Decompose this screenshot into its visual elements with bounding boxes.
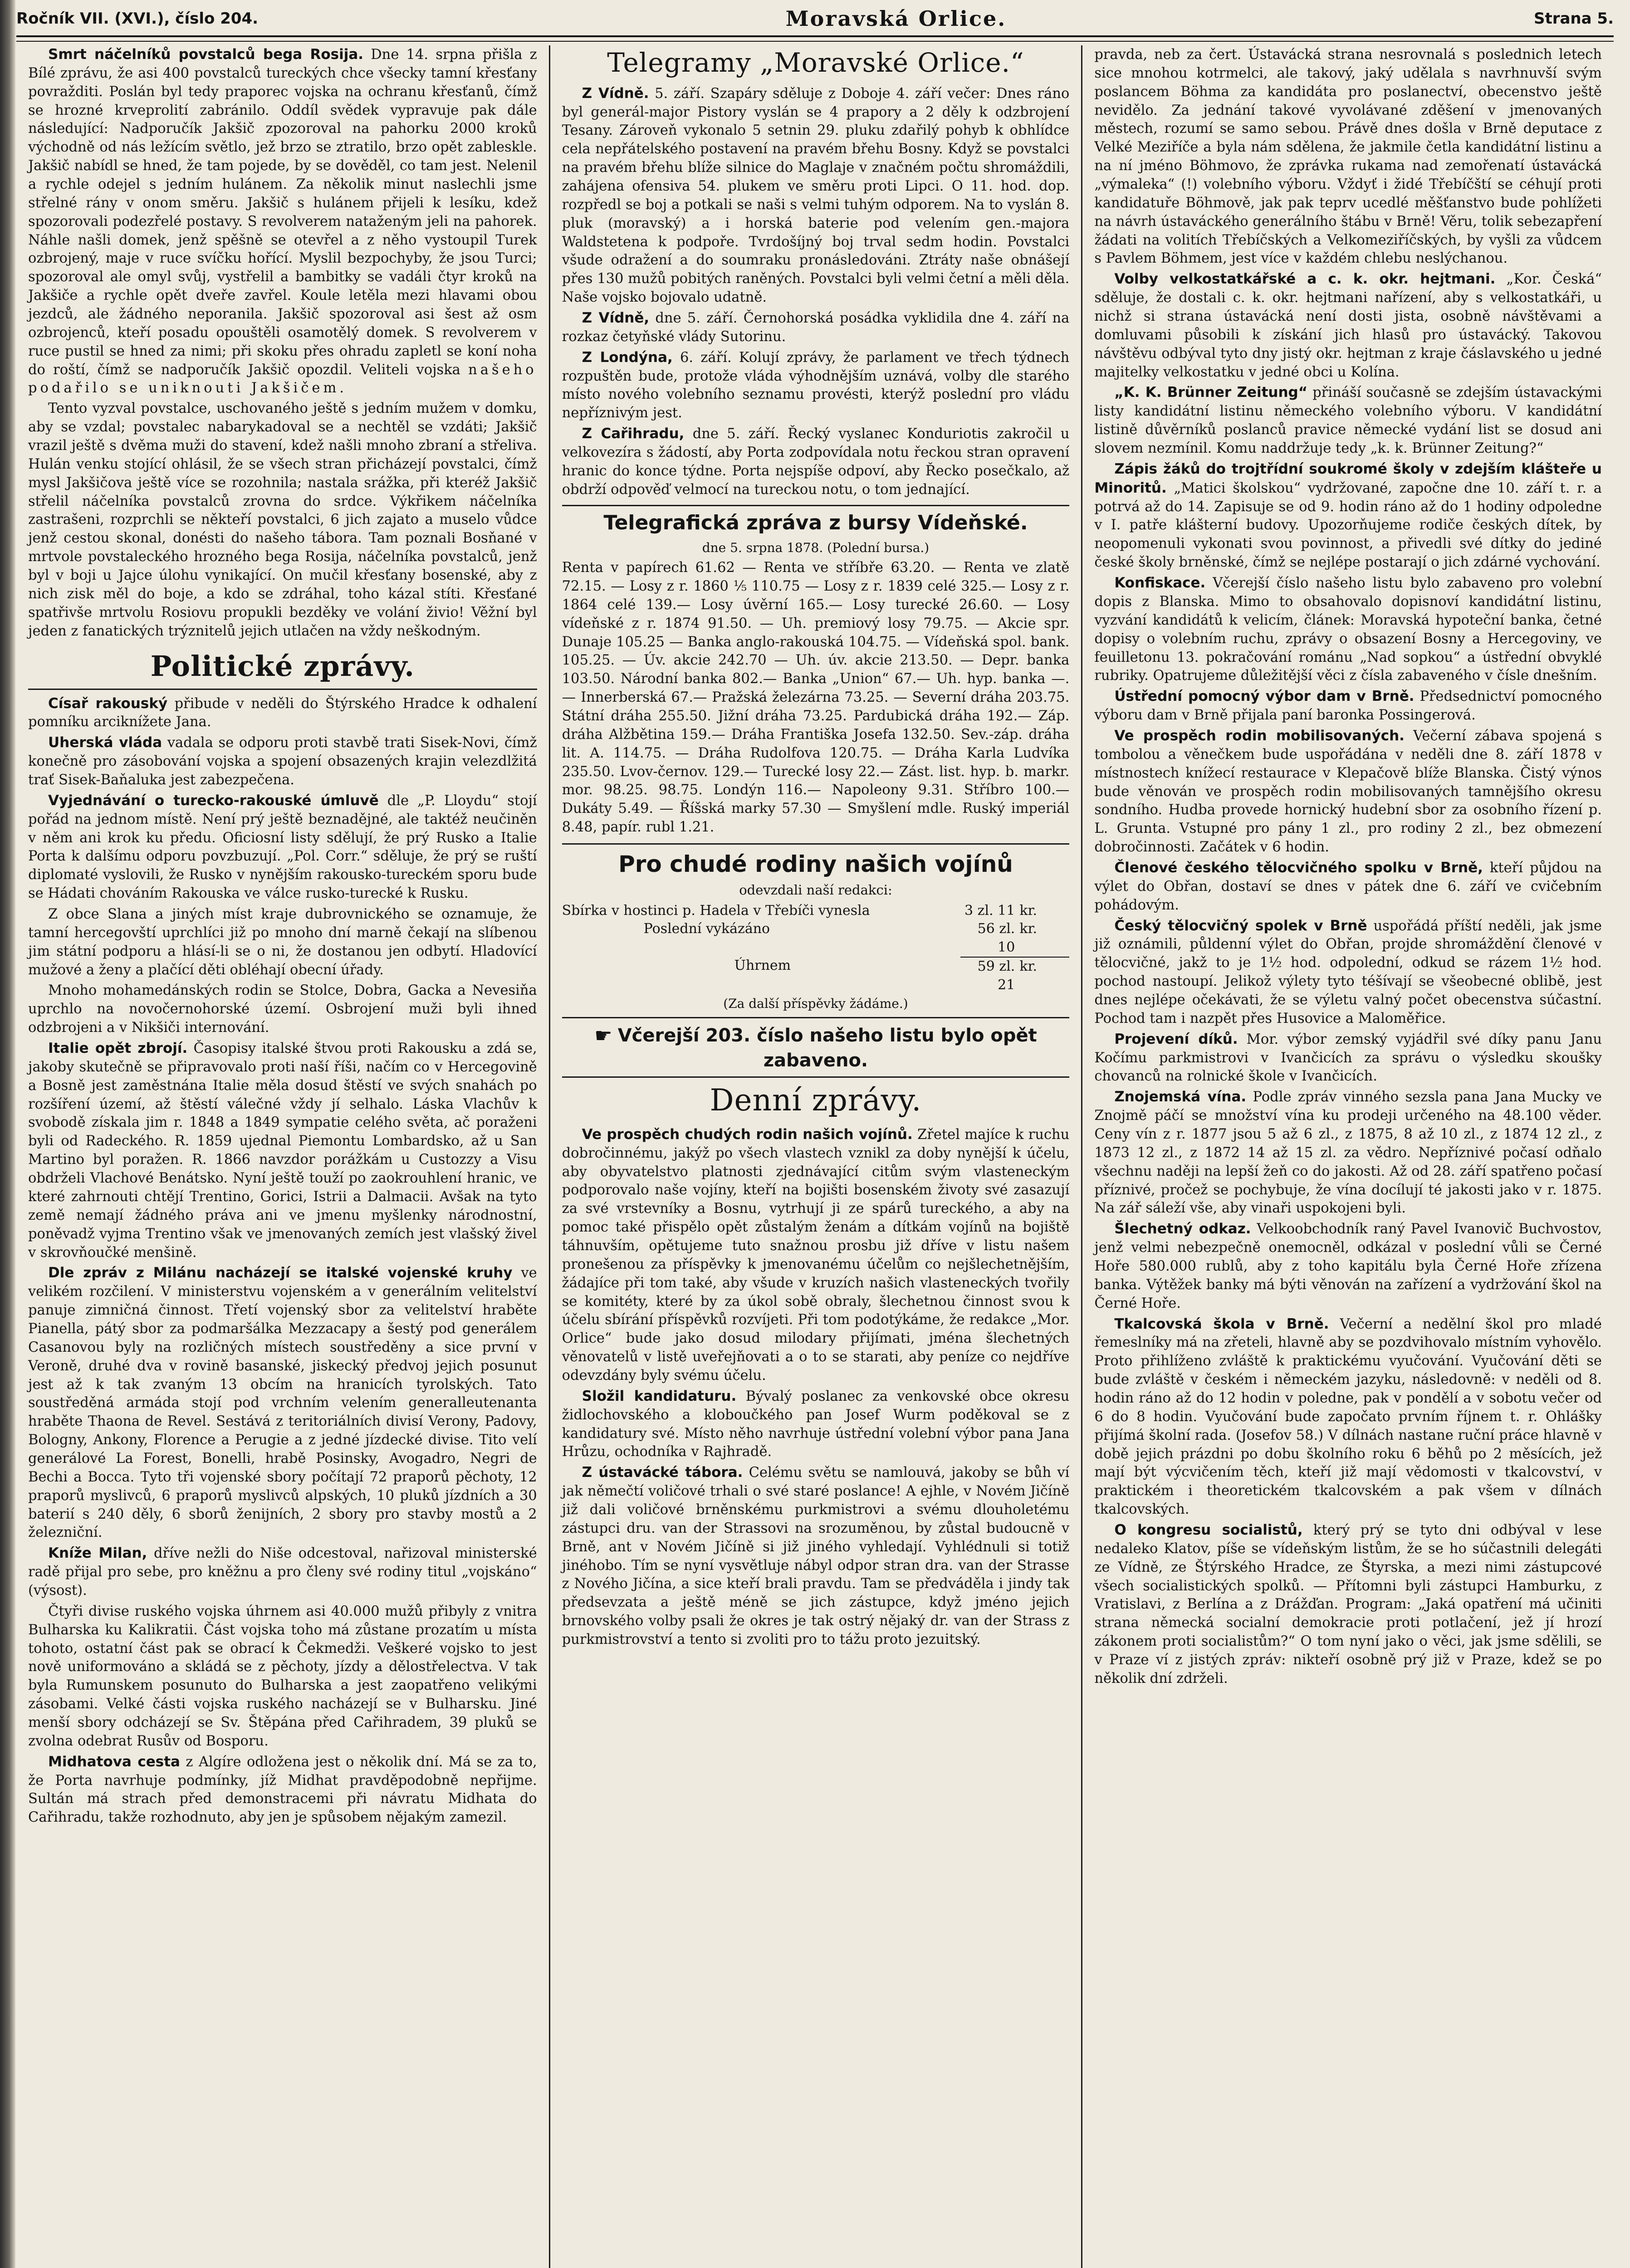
article-text: 6. září. Kolují zprávy, že parlament ve třech týdnech rozpuštěn bude, protože vláda výhodnějším uznává, volby dle starého místo nového volebního seznamu provésti, kterýž poslední pro vládu nepříznivým jest. xyxy=(562,349,1070,421)
article-text: z Algíre odložena jest o několik dní. Má se za to, že Porta navrhuje podmínky, jíž Midhat pravděpodobně nepřijme. Sultán má strach před demonstracemi při návratu Midhata do Cařihradu, takže rozhodnuto, aby jen je spůsobem nějakým zamezil. xyxy=(28,1754,537,1826)
article xyxy=(1094,460,1602,572)
donation-label: Poslední vykázáno xyxy=(643,921,770,937)
article-text: pravda, neb za čert. Ústavácká strana nesrovnalá s poslednich letech sice mnohou kotrmelci, ale takový, jaký udělala s navrhnuvší svým poslancem Böhma za kandidáta pro poslanectví, obecenstvo ještě nevidělo. Za jednání takové vyvolávané zděšení v jmenovaných městech, rozumí se samo sebou. Právě dnes došla v Brně deputace z Velké Meziříče a byla nám sdělena, že jakmile četla kandidátní listinu a na ní jméno Böhmovo, že zprávka rukama nad zemořenatí ústavácká „výmaleka“ (!) volebního výboru. Vždyť i židé Třebíčští se céhují proti kandidatuře Böhmově, jak pak teprv ucedlé měšťanstvo bude pohlížeti na návrh ústaváckého generálního štábu v Brně! Věru, tolik sebezapření žádati na volitích Třebíčských a Velkomeziříčských, by vyšli za vůdcem s Pavlem Böhmem, jest více v každém chlebu neslýchanou. xyxy=(1094,47,1602,267)
article xyxy=(28,1602,537,1751)
article-text: „Matici školskou“ vydržované, započne dne 10. září t. r. a potrvá až do 14. Zapisuje se od 9. hodin ráno až do 1 hodiny odpoledne v I. patře klášterní budovy. Upozorňujeme rodiče českých dítek, by neopomenuli vykonati svou povinnost, a přivedli své dítky do jediné české školy brněnské, čímž se nejlépe postarají o jich zdárné vychování. xyxy=(1094,480,1602,571)
article-text: ve velikém rozčilení. V ministerstvu vojenském a v generálním velitelství panuje zimničná činnost. Třetí vojenský sbor za velitelství hraběte Pianella, pátý sbor za podmaršálka Mezzacapy a šestý pod generálem Casanovou byly na rozličných místech soustředěny a sice první v Veroně, druhé dva v rovině basanské, jiskecký předvoj jejich posunut jest až k tak zvaným 13 obcím na hranicích tyrolských. Tato soustředěná armáda stojí pod vrchním velením generalleutenanta hraběte Thaona de Revel. Sestává z teritoriálních divisí Verony, Padovy, Bologny, Ankony, Florence a Perugie a z jedné jízdecké divise. Tito velí generálové La Forest, Bonelli, hrabě Posinsky, Avogadro, Negri de Bechi a Bocca. Tyto tři vojenské sbory počítají 72 praporů pěchoty, 12 praporů myslivců, 6 praporů myslivců alpských, 10 pluků jízdních a 30 baterií s 240 děly, 6 sborů ženijních, 2 sbory pro stavby mostů a 2 železniční. xyxy=(28,1265,537,1541)
article-text: Z obce Slana a jiných míst kraje dubrovnického se oznamuje, že tamní hercegovští uprchlíci již po mnoho dní marně čekají na slíbenou jim státní podporu a hlásí-li se o ni, že dostanou jen odbytí. Hladovící mužové a ženy a plačící děti obléhají obecní úřady. xyxy=(28,906,537,978)
article-columns xyxy=(16,45,1614,2268)
article-text: Podle zpráv vinného sezsla pana Jana Mucky ve Znojmě páčí se množství vína ku prodeji určeného na 48.100 věder. Ceny vín z r. 1877 jsou 5 až 6 zl., z 1875, 8 až 10 zl., z 1874 12 zl., z 1873 12 zl., z 1872 14 až 15 zl. za vědro. Nepříznivé počasí odňalo všechnu naději na lepší žeň co do jakosti. Až od 28. září spatřeno počasí příznivé, pročež se pochybuje, že vína docílují té jakosti jako v r. 1875. Na zář sáleží vše, aby vinaři uspokojeni byli. xyxy=(1094,1089,1602,1217)
article-headline: Znojemská vína. xyxy=(1114,1089,1247,1105)
article xyxy=(1094,859,1602,915)
article-headline: Šlechetný odkaz. xyxy=(1114,1221,1251,1237)
article-headline: Císař rakouský xyxy=(48,695,168,712)
article-text: přináší současně se zdejším ústavackými listy kandidátní listinu německého volebního výboru. V kandidátní listině důvěrníků poslanců pravice německé vydání list se dosud ani slovem nezmínil. Komu naddržuje tedy „k. k. Brünner Zeitung?“ xyxy=(1094,385,1602,457)
scan-edge-strip xyxy=(0,0,15,2268)
column-2 xyxy=(549,45,1082,2268)
column-3 xyxy=(1081,45,1614,2268)
article xyxy=(1094,727,1602,857)
header-rule xyxy=(16,35,1614,42)
pointing-hand-icon: ☛ xyxy=(594,1024,612,1047)
telegramy-list xyxy=(562,84,1070,499)
article-rosij-cont: Tento vyzval povstalce, uschovaného ještě s jedním mužem v domku, aby se vzdal; povstalec nabarykadoval se a nechtěl se vzdáti; Jakšič vrazil ještě s dvěma muži do stavení, kdež našli mnoho zbraní a střeliva. Hulán venku stojící ohlásil, že se všech stran přicházejí povstalci, čímž mysl Jakšičova ještě více se rozohnila; nastala srážka, při kteréž Jakšič střelil náčelníka povstalců zrovna do srdce. Výkřikem náčelníka zastrašeni, rozprchli se někteří povstalci, 6 jich zajato a muselo vůdce jenž cestou skonal, donésti do našeho tábora. Tam poznali Bosňané v mrtvole povstaleckého hrozného bega Rosija, náčelníka povstalců, jenž byl v boji u Jajce úlohu vynikající. On mučil křesťany bosenské, aby z nich zisk měl do boje, a kdo se zdráhal, toho kázal stíti. Křesťané spatřivše mrtvolu Rosiovu propukli bezděky ve volání živio! Věžní byl jeden z fanatických trýznitelů jejich utlačen na vždy neškodným. xyxy=(28,401,537,639)
article xyxy=(28,694,537,732)
article-headline: Smrt náčelníků povstalců bega Rosija. xyxy=(48,46,364,63)
article-text: Časopisy italské štvou proti Rakousku a zdá se, jakoby skutečně se připravovalo proti naší říši, načím co v Hercegovině a Bosně jest zaměstnána Italie měla dosud štěstí ve svých snahách po rozšíření území, až štěstí válečné vždy jí selhalo. Láska Vlachův k svobodě získala jim r. 1848 a 1849 sympatie celého světa, ač poraženi byli od Radeckého. R. 1859 ujednal Piemontu Lombardsko, až u San Martino byl poražen. R. 1866 navzdor porážkám u Custozzy a Visu obdrželi Vlachové Benátsko. Nyní ještě touží po zaokrouhlení hranic, ve které zahrnouti chtějí Trentino, Gorici, Istrii a Dalmacii. Avšak na tyto země nemají žádného práva ani ve jmenu myšlenky národnostní, poněvadž vyjma Trentino však ve jmenovaných zemích jest vlašský živel v skrovňoučké menšině. xyxy=(28,1041,537,1261)
article xyxy=(28,1039,537,1262)
article-text: Mnoho mohamedánských rodin se Stolce, Dobra, Gacka a Nevesiňa uprchlo na novočernohorské území. Osbrojení muži byli ihned odzbrojeni a v Nikšiči internování. xyxy=(28,982,537,1036)
confiscation-notice xyxy=(562,1017,1070,1078)
article-headline: Midhatova cesta xyxy=(48,1753,180,1770)
article-text: Zřetel majíce k ruchu dobročinnému, jakýž po všech vlastech vznikl za doby nynější k účelu, aby obyvatelstvo platnosti zjednávající citům svým vlasteneckým podporovalo naše vojíny, kteří na bojišti bosenském životy své zasazují za své vrstevníky a Bosnu, vytrhují ji ze spárů tureckého, a aby na pomoc také přispělo opět zůstalým ženám a dítkám vojínů na bojiště táhnuvším, opětujeme tuto snažnou prosbu již dříve v listu našem pronešenou za příspěvky k jmenovanému účelům co nejšlechetnějším, žádajíce při tom také, aby všude v kruzích našich vlasteneckých tvořily se komitéty, které by za úkol sobě obraly, šlechetnou činnost svou k účelu sbírání příspěvků rozvíjeti. Při tom podotýkáme, že redakce „Mor. Orlice“ bude jako dosud milodary přijímati, jména šlechetných věnovatelů v listě uveřejňovati a o to se starati, aby peníze co nejdříve odevzdány byly svému účelu. xyxy=(562,1126,1070,1384)
article-headline: Z Vídně, xyxy=(582,310,650,327)
section-title-telegramy: Telegramy „Moravské Orlice.“ xyxy=(607,47,1024,78)
donation-unit: kr. xyxy=(1019,902,1038,919)
donation-total-label: Úhrnem xyxy=(734,958,791,974)
article-text: dříve nežli do Niše odcestoval, nařizoval ministerské radě přijal pro sebe, pro kněžnu a pro členy své rodiny titul „vojskáno“ (výsost). xyxy=(28,1545,537,1598)
article-headline: Z Londýna, xyxy=(582,349,673,366)
article-text: „Kor. Česká“ sděluje, že dostali c. k. okr. hejtmani nařízení, aby s velkostatkáři, u nichž si strana ústavácká není dosti jista, osobně návštěvami a domluvami působili k získání jich hlasů pro ústavácký. Takovou návštěvu odbýval tyto dny jistý okr. hejtman z kraje čáslavského u jedné majitelky velkostatku v jedné obci u Kolína. xyxy=(1094,271,1602,380)
poor-families-title: Pro chudé rodiny našich vojínů xyxy=(562,843,1070,880)
article xyxy=(1094,1521,1602,1688)
article xyxy=(28,905,537,979)
column-1 xyxy=(16,45,549,2268)
donation-table xyxy=(562,902,1070,995)
article-headline: Projevení díků. xyxy=(1114,1031,1238,1047)
article xyxy=(1094,687,1602,725)
denni-list xyxy=(562,1125,1070,1649)
article-headline: Italie opět zbrojí. xyxy=(48,1040,188,1057)
article-text: Celému světu se namlouvá, jakoby se bůh ví jak němečtí voličové trhali o své staré poslance! A ejhle, v Novém Jičíně již dali voličové brněnskému purkmistrovi a svému dlouholetému zástupci dru. van der Strassovi na srozuměnou, by zůstal budoucně v Brně, ant v Novém Jičíně si již jiného vyhledají. Vyhlédnuli si totiž jinéhobo. Tím se nyní vysvětluje nábyl odpor stran dra. van der Strasse z Nového Jičína, a sice kteří brali pravdu. Tam se předváděla i jindy tak předsevzata a ještě méně se jich zástupce, když jméno jejich brnovského volby psali že okres je tak ostrý nějaký dr. van der Strass z purkmistrovství a tento si zvoliti pro to tážu proto jezuitský. xyxy=(562,1465,1070,1648)
donation-label: Sbírka v hostinci p. Hadela v Třebíči vynesla xyxy=(562,902,870,919)
article-text: Včerejší číslo našeho listu bylo zabaveno pro volební dopis z Blanska. Mimo to obsahovalo dopisnoví kandidátní listinu, vyzvání kandidátů k velicím, článek: Moravská hypoteční banka, četné dopisy o volebním ruchu, zprávy o obsazení Bosny a Hercegoviny, ve feuilletonu 13. pokračování románu „Nad sopkou“ a ústřední obvyklé rubriky. Opatrujeme důležitější věci z čísla zabaveného v čísle dnešním. xyxy=(1094,575,1602,684)
article-headline: Tkalcovská škola v Brně. xyxy=(1114,1315,1329,1332)
article xyxy=(28,733,537,790)
article xyxy=(28,792,537,903)
bursa-date: dne 5. srpna 1878. (Polední bursa.) xyxy=(702,540,930,555)
article-text: Večerní zábava spojená s tombolou a věnečkem bude uspořádána v neděli dne 8. září 1878 v místnostech knížecí restaurace v Klepačově blíže Blanska. Čistý výnos bude věnován ve prospěch rodin mobilisovaných tamnějšího okresu sondního. Hudba provede hornický hudební sbor za osobního řízení p. L. Grunta. Vstupné pro pány 1 zl., pro rodiny 2 zl., bez obmezení dobročinnosti. Začátek v 6 hodin. xyxy=(1094,728,1602,855)
article-text: který prý se tyto dni odbýval v lese nedaleko Klatov, píše se vídeňským listům, že se ho súčastnili delegáti ze Vídně, ze Štýrského Hradce, ze Štyrska, a mezi nimi zástupcové všech socialistických spolků. — Přítomni byli zástupci Hamburku, z Vratislavi, z Berlína a z Drážďan. Program: „Jaká opatření má učiniti strana německá socialní demokracie proti potlačení, jež jí hrozí zákonem proti socialistům?“ O tom nyní jako o věci, jak jsme sdělili, se v Praze ví z jistých zpráv: nikteří osobně prý již v Praze, kdež se po několik dní zdrželi. xyxy=(1094,1522,1602,1686)
section-title-denni: Denní zprávy. xyxy=(710,1083,922,1118)
bursa-quotes: Renta v papírech 61.62 — Renta ve stříbře 63.20. — Renta ve zlatě 72.15. — Losy z r. 1860 ⅕ 110.75 — Losy z r. 1839 celé 325.— Losy z r. 1864 celé 139.— Losy úvěrní 165.— Losy turecké 26.60. — Losy vídeňské z r. 1874 91.50. — Uh. premiový losy 79.75. — Akcie spr. Dunaje 105.25 — Banka anglo-rakouská 104.75. — Vídeňská spol. bank. 105.25. — Úv. akcie 242.70 — Uh. úv. akcie 213.50. — Depr. banka 103.50. Národní banka 802.— Banka „Union“ 67.— Uh. hyp. banka —.— Innerberská 67.— Pražská železárna 73.25. — Severní dráha 203.75. Státní dráha 255.50. Jižní dráha 73.25. Pardubická dráha 192.— Záp. dráha Alžbětina 159.— Dráha Františka Josefa 132.50. Sev.-záp. dráha lit. A. 114.75. — Dráha Rudolfova 120.75. — Dráha Karla Ludvíka 235.50. Lvov-černov. 129.— Turecké losy 22.— Zást. list. hyp. b. markr. mor. 98.25. 98.75. Londýn 116.— Napoleony 9.31. Stříbro 100.— Dukáty 5.49. — Říšská marky 57.30 — Smyšlení mdle. Ruský imperiál 8.48, papír. rubl 1.21. xyxy=(562,560,1070,836)
article-text: Bývalý poslanec za venkovské obce okresu židlochovského a kloboučkého pan Josef Wurm poděkoval se z kandidatury své. Místo něho navrhuje ústřední volební výbor pana Jana Hrůzu, ochodníka v Rajhradě. xyxy=(562,1388,1070,1460)
donation-total-unit: kr. xyxy=(1019,957,1069,994)
article-text: kteří půjdou na výlet do Obřan, dostaví se dnes v pátek dne 6. září ve cvičebním pohádovým. xyxy=(1094,860,1602,913)
article-headline: Volby velkostatkářské a c. k. okr. hejtmani. xyxy=(1114,271,1496,288)
article-headline: Členové českého tělocvičného spolku v Brně, xyxy=(1114,859,1483,876)
article xyxy=(28,1264,537,1542)
article-headline: Dle zpráv z Milánu nacházejí se italské vojenské kruhy xyxy=(48,1265,513,1281)
article-headline: Z Vídně. xyxy=(582,85,649,102)
article-text: Mor. výbor zemský vyjádřil své díky panu Janu Kočímu parkmistrovi v Ivančicích za správu o výsledku skoušky chovanců na rolnické škole v Ivančicích. xyxy=(1094,1031,1602,1085)
donation-amount: 56 zl. 10 xyxy=(977,921,1015,955)
donation-total-amount: 59 zl. 21 xyxy=(960,957,1019,994)
article xyxy=(1094,574,1602,685)
newspaper-title: Moravská Orlice. xyxy=(785,6,1007,31)
page-number: Strana 5. xyxy=(1533,10,1614,28)
article-headline: Konfiskace. xyxy=(1114,575,1206,591)
article-spaced-text: našeho podařilo se uniknouti Jakšičem. xyxy=(28,362,537,396)
issue-number: Ročník VII. (XVI.), číslo 204. xyxy=(16,10,259,28)
article-headline: Kníže Milan, xyxy=(48,1545,147,1562)
article-text: Předsednictví pomocného výboru dam v Brně přijala paní baronka Possingerová. xyxy=(1094,689,1602,723)
article xyxy=(562,348,1070,423)
article-headline: Zápis žáků do trojtřídní soukromé školy v zdejším klášteře u Minoritů. xyxy=(1094,460,1602,496)
article xyxy=(28,1544,537,1600)
article-headline: Ústřední pomocný výbor dam v Brně. xyxy=(1114,688,1415,705)
article-text: Večerní a nedělní škol pro mladé řemeslníky má na zřeteli, hlavně aby se pozdvihovalo místním vyhovělo. Proto přihlíženo zvláště k praktickému vyučování. Vyučování děti se bude zvláště v českém i německém jazyku, následovně: v neděli od 8. hodin ráno až do 12 hodin v poledne, pak v pondělí a v sobotu večer od 6 do 8 hodin. Vyučování bude započato prvním říjnem t. r. Ohlášky přijímá školní rada. (Josefov 58.) V dílnách nastane ruční práce hlavně v době jejich prázdni po dobu školního roku 6 běhů po 2 měsících, jež mají být výcvičením těch, kteří již mají vědomosti v tkalcovství, v praktickém i theoretickém tkalcovském a pak všem v dílnách tkalcovských. xyxy=(1094,1316,1602,1518)
article-text: dne 5. září. Černohorská posádka vyklidila dne 4. září na rozkaz četyňské vlády Sutorinu. xyxy=(562,310,1070,345)
article-text: 5. září. Szapáry sděluje z Doboje 4. září večer: Dnes ráno byl generál-major Pistory vyslán se 4 prapory a 2 děly k odzbrojení Tesany. Zároveň vykonalo 5 setnin 29. pluku zdařilý pohyb k obhlídce cela nepřátelského postavení na pravém břehu Bosny. Když se povstalci na pravém břehu blíže silnice do Maglaje v značném počtu shromáždili, zahájena ofensiva 54. plukem ve směru proti Lipci. O 11. hod. dop. rozpředl se boj a potkali se naši s velmi tuhým odporem. Na to vyslán 8. pluk (moravský) a i horská baterie pod velením gen.-majora Waldstetena k podpoře. Tvrdošíjný boj trval sedm hodin. Povstalci všude odražení a do soumraku pronásledováni. Ztráty naše obnášejí přes 130 mužů pobitých raněných. Povstalci byli velmi četní a měli děla. Naše vojsko bojovalo udatně. xyxy=(562,85,1070,306)
article-text: vadala se odporu proti stavbě trati Sisek-Novi, čímž konečně pro zásobování vojska a spojení obsazených krajin velezdlžitá trať Sisek-Baňaluka jest zabezpečena. xyxy=(28,735,537,788)
article-headline: Český tělocvičný spolek v Brně xyxy=(1114,917,1367,934)
article-headline: Vyjednávání o turecko-rakouské úmluvě xyxy=(48,792,379,809)
article-headline: O kongresu socialistů, xyxy=(1114,1522,1303,1539)
article xyxy=(562,1387,1070,1461)
article-text: Velkoobchodník raný Pavel Ivanovič Buchvostov, jenž velmi nebezpečně onemocněl, odkázal v poslední vůli se Černé Hoře 580.000 rublů, aby z toho kapitálu byla Černé Hoře zřízena banka. Výtěžek banky má býti věnován na zařízení a vydržování škol na Černé Hoře. xyxy=(1094,1221,1602,1311)
bursa-title: Telegrafická zpráva z bursy Vídeňské. xyxy=(562,505,1070,537)
article xyxy=(1094,270,1602,381)
article xyxy=(1094,917,1602,1028)
article xyxy=(1094,383,1602,458)
article xyxy=(562,1125,1070,1385)
donation-amount: 3 zl. 11 xyxy=(964,902,1015,919)
article-text: uspořádá příští neděli, jak jsme již oznámili, půldenní výlet do Obřan, projde shromáždění členové v tělocvičné, jakž to je 1½ hod. odpolední, odkud se rázem 1½ hod. pochod nastoupí. Jelikož výlety tyto téšívají se všeobecné oblibě, jest dnes nejlépe očekávati, že se výletu valný počet obecenstva súčastní. Pochod tam i nazpět přes Husovice a Maloměřice. xyxy=(1094,918,1602,1026)
article xyxy=(1094,1220,1602,1313)
article-text: dne 5. září. Řecký vyslanec Konduriotis zakročil u velkovezíra s žádostí, aby Porta zodpovídala notu řeckou stran opravení hranic do konce týdne. Porta nejspíše odpoví, aby Řecko posečkalo, až obdrží odpověď velmocí na tureckou notu, o tom jednající. xyxy=(562,426,1070,498)
article-text: Čtyři divise ruského vojska úhrnem asi 40.000 mužů přibyly z vnitra Bulharska ku Kalikratii. Část vojska toho má zůstane prozatím u místa tohoto, ostatní část pak se obrací k Čekmedži. Veškeré vojsko to jest nově uniformováno a skládá se z pěchoty, jízdy a dělostřelectva. V tak byla Rumunskem posunuto do Bulharska a jest zaopatřeno velikými zásobami. Velké části vojska ruského nacházejí se v Bulharsku. Jiné menší sbory odcházejí se Sv. Štěpána před Cařihradem, 39 pluků se zvolna odebrat Rusův od Bosporu. xyxy=(28,1603,537,1749)
article-text: dle „P. Lloydu“ stojí pořád na jednom místě. Není prý ještě beznadějné, ale taktéž neučiněn v něm ani krok ku předu. Oficiosní listy sdělují, že prý Rusko a Italie Porta k dalšímu odporu povzbuzují. „Pol. Corr.“ sděluje, že prý se ruští diplomaté vyslovili, že Rusko v nynějším rakousko-tureckém sporu bude se Hádati chováním Rakouska ve válce rusko-turecké k Rusku. xyxy=(28,792,537,902)
article xyxy=(562,84,1070,307)
page-header xyxy=(16,3,1614,34)
article-headline: „K. K. Brünner Zeitung“ xyxy=(1114,384,1308,401)
donation-unit: kr. xyxy=(1019,921,1038,937)
article xyxy=(28,1753,537,1827)
article xyxy=(562,1463,1070,1649)
article-headline: Složil kandidaturu. xyxy=(582,1388,737,1404)
article-headline: Ve prospěch chudých rodin našich vojínů. xyxy=(582,1126,913,1143)
article-headline: Z Cařihradu, xyxy=(582,425,685,442)
article-headline: Ve prospěch rodin mobilisovaných. xyxy=(1114,727,1405,744)
article-text: Dne 14. srpna přišla z Bílé zprávu, že asi 400 povstalců tureckých chce všecky tamní křesťany povražditi. Poslán byl tedy praporec vojska na ochranu křesťanů, čímž se hrozné krveprolití zabránilo. Oddíl svědek vypravuje pak dále následující: Nadporučík Jakšič zpozoroval na pahorku 2000 kroků východně od nás ležícím světlo, jež brzo se ztratilo, brzo opět zableskle. Jakšič nabídl se hned, že tam pojede, by se dověděl, co tam jest. Nelenil a rychle odejel s jedním hulánem. Za několik minut naslechli jsme střelné rány v onom směru. Jakšič s hulánem přijeli k lesíku, kdež spozorovali podezřelé postavy. S revolverem nataženým jeli na pahorek. Náhle našli domek, jenž spěšně se otevřel a z něho vystoupil Turek ozbrojený, maje v ruce svíčku hořící. Myslil bezpochyby, že jsou Turci; spozoroval ale omyl svůj, vystřelil a bambitky se vadáli čtyr kroků na Jakšiče a rychle opět dveře zavřel. Koule letěla mezi hlavami obou jezdců, ale žádného neporanila. Jakšič spozoroval asi šest až osm ozbrojenců, kteří posadu opouštěli osamotělý domek. S revolverem v ruce pustil se hned za nimi; při skoku přes ohradu zapletl se koní noha do roští, čímž se nadporučík Jakšič opozdil. Veliteli vojska xyxy=(28,47,537,378)
article xyxy=(1094,45,1602,268)
article-headline: Z ústavácké tábora. xyxy=(582,1464,743,1481)
article xyxy=(562,425,1070,499)
donation-note: (Za další příspěvky žádáme.) xyxy=(723,996,908,1012)
article xyxy=(1094,1315,1602,1519)
article-rosij xyxy=(28,45,537,398)
column-3-list xyxy=(1094,45,1602,1688)
confiscation-notice-text: Včerejší 203. číslo našeho listu bylo opět zabaveno. xyxy=(617,1025,1037,1071)
politicke-list xyxy=(28,694,537,1828)
article-text: přibude v neděli do Štýrského Hradce k odhalení pomníku arciknížete Jana. xyxy=(28,695,537,730)
article-headline: Uherská vláda xyxy=(48,734,162,751)
article xyxy=(1094,1030,1602,1086)
section-title-politicke: Politické zprávy. xyxy=(28,647,537,690)
article xyxy=(1094,1088,1602,1218)
poor-families-subtitle: odevzdali naší redakci: xyxy=(739,882,892,898)
article xyxy=(28,981,537,1037)
article xyxy=(562,309,1070,347)
